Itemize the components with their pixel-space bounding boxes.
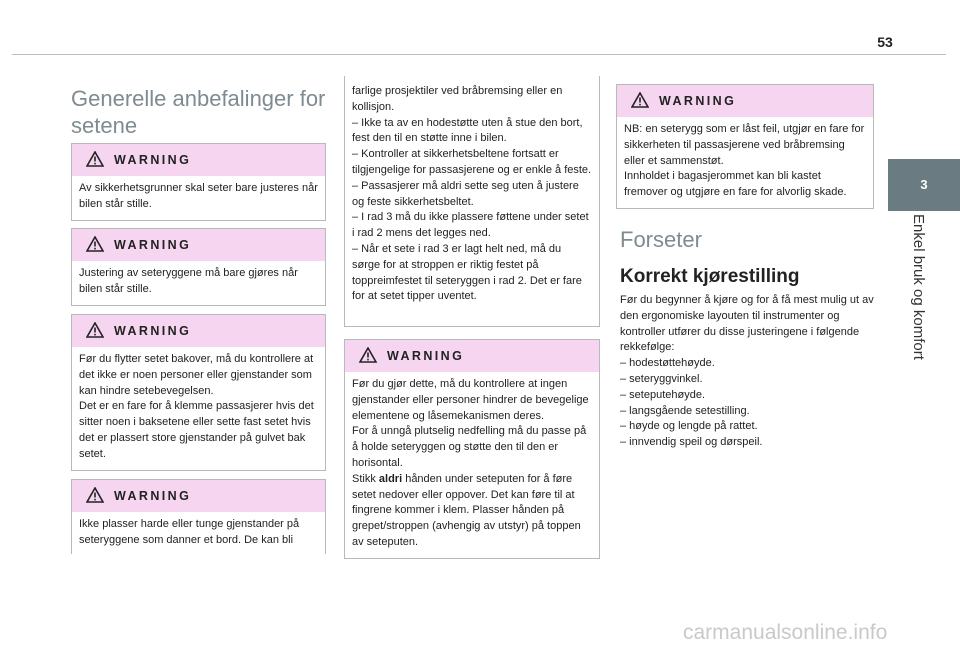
warning-box: [616, 84, 874, 209]
warning-text-part: Før du gjør dette, må du kontrollere at ingen gjenstander eller personer hindrer de bevegelige elementene og låsemekanismen deres. For å unngå plutselig nedfelling må du passe på å holde seteryggen og støtte den til den er horisontal. Stikk: [352, 378, 589, 485]
warning-title: WARNING: [659, 94, 737, 108]
warning-text: Ikke plasser harde eller tunge gjenstander på seteryggene som danner et bord. De kan bli: [79, 518, 300, 546]
subheading: Korrekt kjørestilling: [620, 266, 800, 287]
warning-triangle-icon: [86, 322, 104, 338]
section-heading: Generelle anbefalinger for setene: [71, 86, 326, 138]
section-heading: Forseter: [620, 227, 702, 252]
warning-title: WARNING: [114, 153, 192, 167]
warning-text: [345, 372, 599, 558]
warning-box: [71, 143, 326, 221]
warning-triangle-icon: [86, 236, 104, 252]
warning-box-continued: [344, 76, 600, 327]
chapter-tab[interactable]: 3: [888, 159, 960, 211]
warning-text-part: hånden under seteputen for å føre setet nedover eller oppover. Det kan føre til at fingrene kommer i klem. Plasser hånden på grepet/stroppen (avhengig av utstyr) på toppen av seteputen.: [352, 472, 581, 548]
warning-title: WARNING: [114, 324, 192, 338]
warning-text: Av sikkerhetsgrunner skal seter bare justeres når bilen står stille.: [79, 182, 318, 210]
warning-title: WARNING: [114, 489, 192, 503]
page-number: 53: [877, 34, 893, 50]
header-rule: [12, 54, 946, 55]
warning-header: [72, 315, 325, 347]
warning-text: Før du flytter setet bakover, må du kontrollere at det ikke er noen personer eller gjenstander som kan hindre setebevegelsen. Det er en fare for å klemme passasjerer hvis det sitter noen i baksetene eller sette fast setet hvis det er plassert store gjenstander på gulvet bak setet.: [79, 353, 314, 460]
warning-triangle-icon: [86, 487, 104, 503]
warning-title: WARNING: [114, 238, 192, 252]
watermark: carmanualsonline.info: [683, 621, 888, 644]
warning-triangle-icon: [86, 151, 104, 167]
chapter-title: Enkel bruk og komfort: [910, 214, 927, 360]
chapter-title-vertical: [905, 214, 935, 404]
warning-title: WARNING: [387, 349, 465, 363]
warning-header: [345, 340, 599, 372]
warning-triangle-icon: [631, 92, 649, 108]
warning-box: [71, 479, 326, 554]
warning-header: [72, 229, 325, 261]
warning-box: [71, 228, 326, 306]
warning-box: [344, 339, 600, 559]
warning-text: farlige prosjektiler ved bråbremsing eller en kollisjon. – Ikke ta av en hodestøtte uten å stue den bort, fest den til en støtte inne i bilen. – Kontroller at sikkerhetsbeltene fortsatt er tilgjengelige for passasjerene og er enkle å feste. – Passasjerer må aldri sette seg uten å justere og feste sikkerhetsbeltet. – I rad 3 må du ikke plassere føttene under setet i rad 2 mens det legges ned. – Når et sete i rad 3 er lagt helt ned, må du sørge for at stroppen er riktig festet på toppreimfestet til seteryggen i rad 2. Det er fare for at setet tipper uventet.: [352, 85, 592, 303]
warning-text: NB: en seterygg som er låst feil, utgjør en fare for sikkerheten til passasjerene ved bråbremsing eller et sammenstøt. Innholdet i bagasjerommet kan bli kastet fremover og utgjøre en fare for alvorlig skade.: [624, 123, 865, 199]
warning-box: [71, 314, 326, 471]
warning-header: [72, 480, 325, 512]
warning-header: [617, 85, 873, 117]
body-text: Før du begynner å kjøre og for å få mest mulig ut av den ergonomiske layouten til instrumenter og kontroller utfører du disse justeringene i følgende rekkefølge: – hodestøttehøyde. – seteryggvinkel. – seteputehøyde. – langsgående setestilling. – høyde og lengde på rattet. – innvendig speil og dørspeil.: [620, 294, 874, 449]
warning-text: Justering av seteryggene må bare gjøres når bilen står stille.: [79, 267, 298, 295]
warning-emphasis: aldri: [378, 472, 403, 485]
warning-triangle-icon: [359, 347, 377, 363]
warning-header: [72, 144, 325, 176]
